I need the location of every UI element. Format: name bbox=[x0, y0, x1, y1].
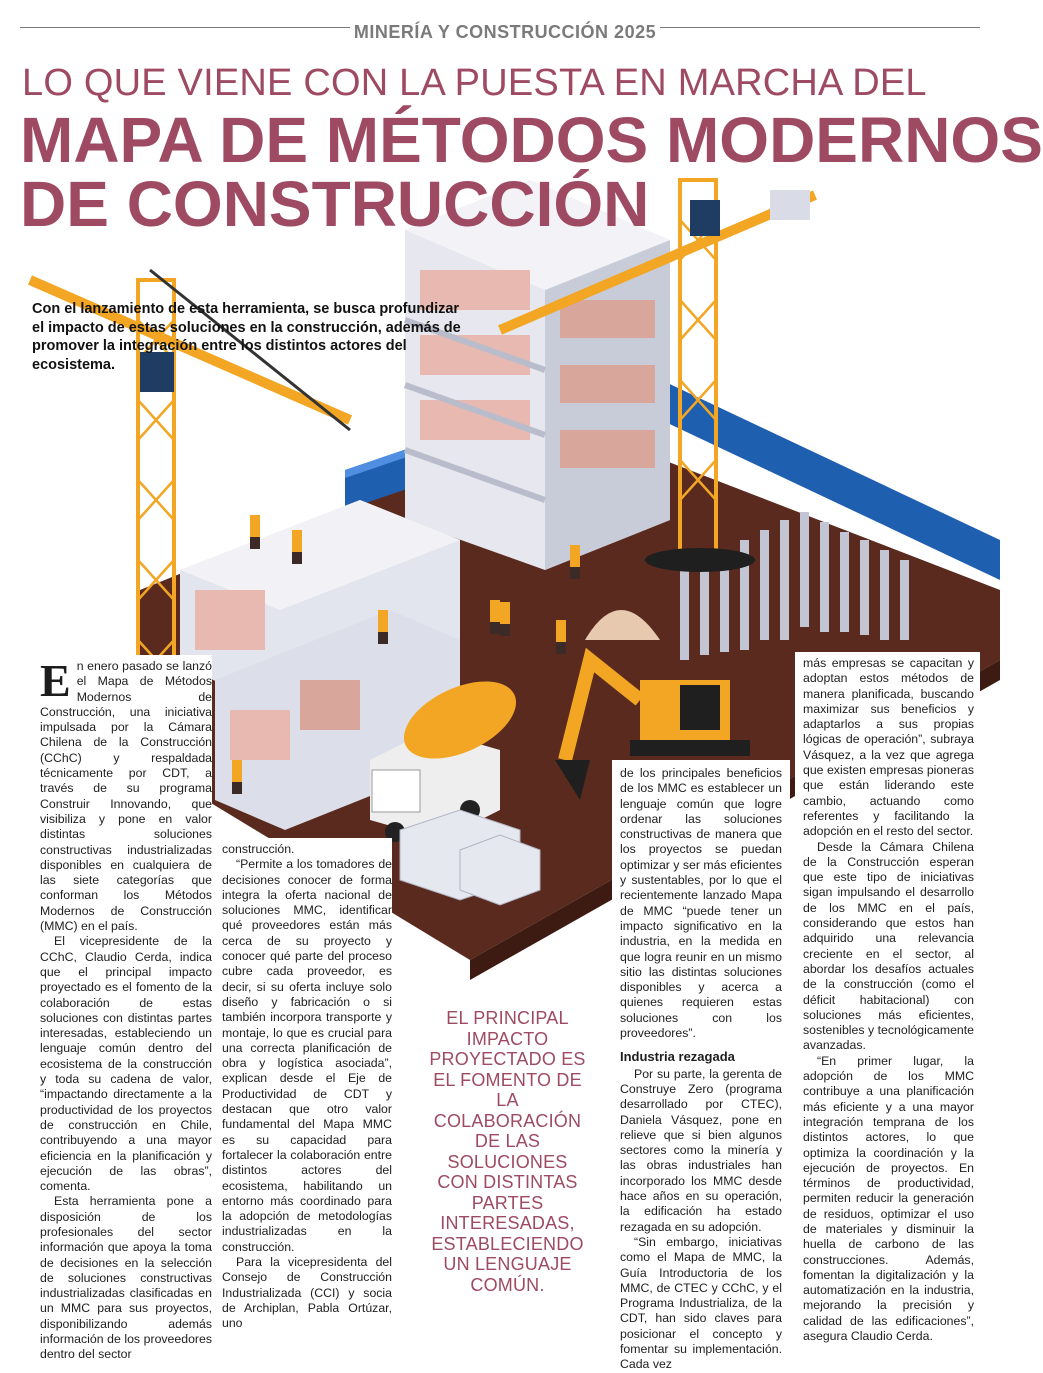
paragraph: Por su parte, la gerenta de Construye Zero (programa desarrollado por CTEC), Daniela Vásquez, pone en relieve que si bien algunos sectores como la minería y las obras industriales han incorporado los MMC desde hace años en su operación, la edificación ha estado rezagada en su adopción. bbox=[620, 1066, 782, 1234]
paragraph: n enero pasado se lanzó el Mapa de Métodos Modernos de Construcción, una iniciativa impulsada por la Cámara Chilena de la Construcción (CChC) y respaldada técnicamente por CDT, a través de su programa Construir Innovando, que visibiliza y pone en valor distintas soluciones constructivas industrializadas disponibles en cualquiera de las siete categorías que conforman los Métodos Modernos de Construcción (MMC) en el país. bbox=[40, 659, 212, 934]
subheading-industria-rezagada: Industria rezagada bbox=[620, 1049, 735, 1065]
headline-kicker: LO QUE VIENE CON LA PUESTA EN MARCHA DEL bbox=[22, 62, 927, 104]
article-column-2 bbox=[222, 838, 392, 1332]
paragraph: “Sin embargo, iniciativas como el Mapa de MMC, la Guía Introductoria de los MMC, de CTEC y CChC, y el Programa Industrializa, de la CDT, han sido claves para posicionar el concepto y fomentar su implementación. Cada vez bbox=[620, 1234, 782, 1372]
headline-line-2: DE CONSTRUCCIÓN bbox=[20, 168, 650, 240]
header-rule-left bbox=[20, 27, 350, 28]
headline bbox=[20, 104, 1043, 240]
paragraph: Para la vicepresidenta del Consejo de Construcción Industrializada (CCI) y socia de Archiplan, Pabla Ortúzar, uno bbox=[222, 1255, 392, 1331]
article-column-3 bbox=[612, 760, 790, 1373]
paragraph: más empresas se capacitan y adoptan estos métodos de manera planificada, buscando maximizar sus beneficios y adaptarlos a sus propias lógicas de operación”, subraya Vásquez, a la vez que agrega que existen empresas pioneras que están liderando este cambio, actuando como referentes y facilitando la adopción en el resto del sector. bbox=[803, 656, 974, 839]
paragraph: Desde la Cámara Chilena de la Construcción esperan que este tipo de iniciativas sigan impulsando el desarrollo de los MMC en el país, considerando que estos han adquirido una relevancia creciente en el sector, al abordar los desafíos actuales de la construcción (como el déficit habitacional) con soluciones más eficientes, sostenibles y tecnológicamente avanzadas. bbox=[803, 839, 974, 1053]
paragraph: “En primer lugar, la adopción de los MMC contribuye a una planificación más eficiente y a una mayor integración temprana de los distintos actores, lo que optimiza la coordinación y la ejecución de proyectos. En términos de productividad, permiten reducir la generación de residuos, optimizar el uso de materiales y disminuir la huella de carbono de las construcciones. Además, fomentan la digitalización y la automatización en la industria, mejorando la precisión y calidad de las edificaciones”, asegura Claudio Cerda. bbox=[803, 1053, 974, 1344]
article-column-1 bbox=[40, 655, 212, 1363]
headline-line-1: MAPA DE MÉTODOS MODERNOS bbox=[20, 104, 1043, 176]
paragraph: El vicepresidente de la CChC, Claudio Cerda, indica que el principal impacto proyectado es el fomento de la colaboración de estas soluciones con distintas partes interesadas, estableciendo un lenguaje común dentro del ecosistema de la construcción y toda su cadena de valor, “impactando directamente a la productividad de los proyectos de construcción en Chile, contribuyendo a una mayor eficiencia en la planificación y ejecución de las obras”, comenta. bbox=[40, 934, 212, 1194]
section-tag: MINERÍA Y CONSTRUCCIÓN 2025 bbox=[353, 22, 657, 42]
crane-base bbox=[645, 548, 755, 572]
paragraph: Esta herramienta pone a disposición de los profesionales del sector información que apoya la toma de decisiones en la selección de soluciones constructivas industrializadas clasificadas en un MMC para sus proyectos, disponibilizando además información de los proveedores dentro del sector bbox=[40, 1194, 212, 1362]
paragraph: “Permite a los tomadores de decisiones conocer de forma integra la oferta nacional de soluciones MMC, identificar qué proveedores están más cerca de su proyecto y conocer qué parte del proceso cubre cada proveedor, es decir, si su oferta incluye solo diseño y fabricación o si también incorpora transporte y montaje, lo que es crucial para una correcta planificación de obra y logística asociada”, explican desde el Eje de Productividad de CDT y destacan que otro valor fundamental del Mapa MMC es su capacidad para fortalecer la colaboración entre distintos actores del ecosistema, habilitando un entorno más coordinado para la adopción de metodologías industrializadas en la construcción. bbox=[222, 857, 392, 1254]
paragraph: de los principales beneficios de los MMC es establecer un lenguaje común que logre ordenar las soluciones constructivas de manera que los proyectos se puedan optimizar y ser más eficientes y sustentables, por lo que el recientemente lanzado Mapa de MMC “puede tener un impacto significativo en la industria, en la medida en que logra reunir en un mismo sitio las distintas soluciones disponibles y acerca a quienes requieren estas soluciones con los proveedores”. bbox=[620, 766, 782, 1041]
header-rule-right bbox=[660, 27, 980, 28]
lede: Con el lanzamiento de esta herramienta, se busca profundizar el impacto de estas soluciones en la construcción, además de promover la integración entre los distintos actores del ecosistema. bbox=[32, 301, 461, 373]
article-column-4 bbox=[795, 652, 980, 1344]
paragraph: construcción. bbox=[222, 842, 295, 856]
pull-quote: EL PRINCIPAL IMPACTO PROYECTADO ES EL FOMENTO DE LA COLABORACIÓN DE LAS SOLUCIONES CON DISTINTAS PARTES INTERESADAS, ESTABLECIENDO UN LENGUAJE COMÚN. bbox=[429, 1008, 586, 1295]
dropcap: E bbox=[40, 655, 71, 706]
